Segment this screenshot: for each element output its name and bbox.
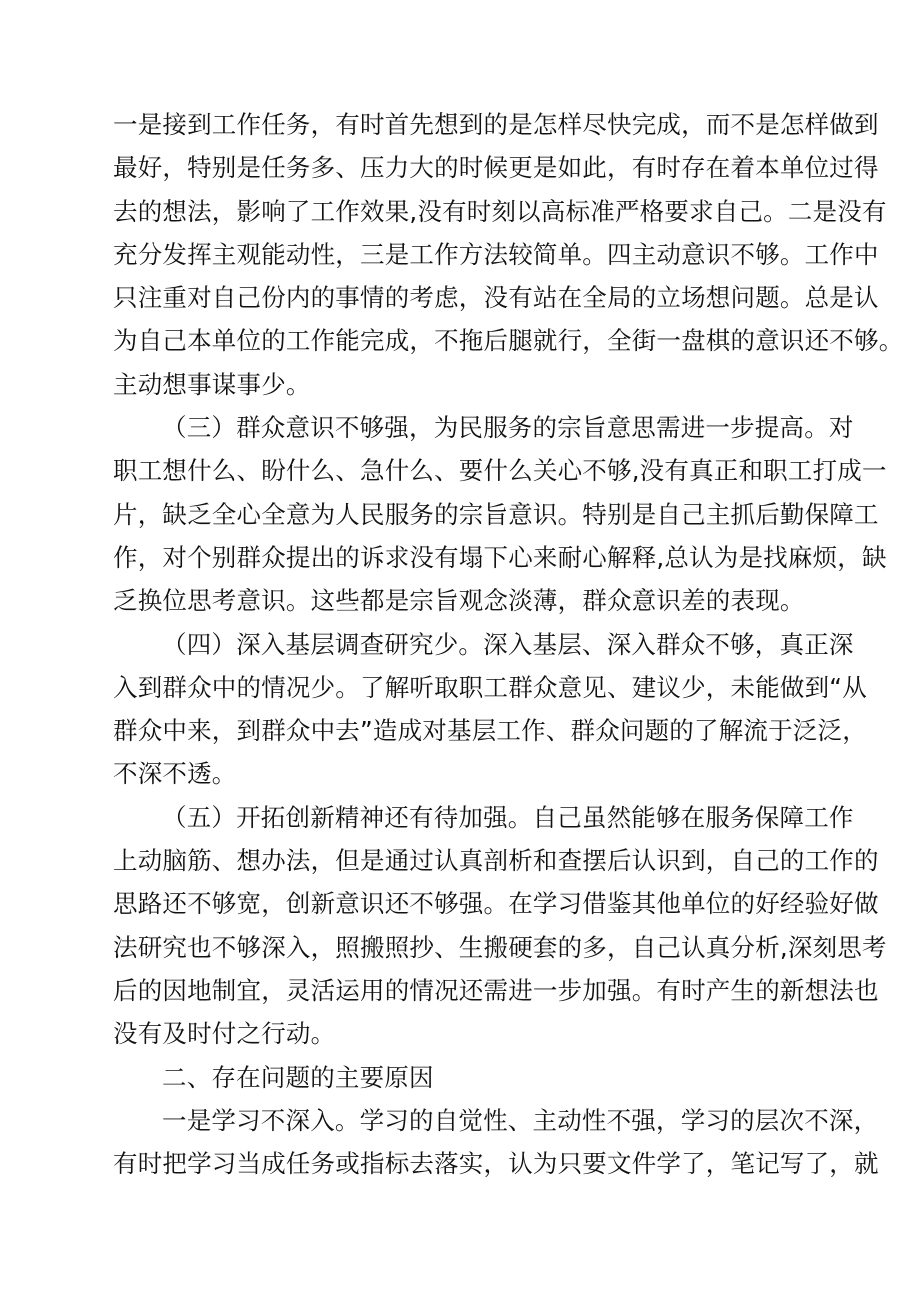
text-line: 充分发挥主观能动性，三是工作方法较简单。四主动意识不够。工作中 [113, 239, 879, 269]
text-line: 去的想法，影响了工作效果,没有时刻以高标准严格要求自己。二是没有 [113, 196, 887, 226]
section-heading: 二、存在问题的主要原因 [162, 1062, 434, 1092]
text-line: 片，缺乏全心全意为人民服务的宗旨意识。特别是自己主抓后勤保障工 [113, 499, 879, 529]
text-line: （四）深入基层调查研究少。深入基层、深入群众不够，真正深 [162, 629, 854, 659]
text-line: 一是接到工作任务，有时首先想到的是怎样尽快完成，而不是怎样做到 [113, 110, 879, 139]
text-line: 作，对个别群众提出的诉求没有塌下心来耐心解释,总认为是找麻烦，缺 [113, 542, 887, 572]
text-line: 为自己本单位的工作能完成，不拖后腿就行，全街一盘棋的意识还不够。 [113, 326, 904, 356]
text-line: 乏换位思考意识。这些都是宗旨观念淡薄，群众意识差的表现。 [113, 586, 805, 616]
text-line: 群众中来，到群众中去”造成对基层工作、群众问题的了解流于泛泛， [113, 716, 867, 746]
document-body [113, 103, 904, 1185]
text-line: 思路还不够宽，创新意识还不够强。在学习借鉴其他单位的好经验好做 [113, 889, 879, 919]
text-line: 职工想什么、盼什么、急什么、要什么关心不够,没有真正和职工打成一 [113, 456, 887, 486]
text-line: 没有及时付之行动。 [113, 1019, 336, 1049]
text-line: 最好，特别是任务多、压力大的时候更是如此，有时存在着本单位过得 [113, 153, 879, 183]
text-line: 只注重对自己份内的事情的考虑，没有站在全局的立场想问题。总是认 [113, 283, 879, 313]
text-line: （五）开拓创新精神还有待加强。自己虽然能够在服务保障工作 [162, 802, 854, 832]
text-line: 入到群众中的情况少。了解听取职工群众意见、建议少，未能做到“从 [113, 672, 867, 702]
text-line: 不深不透。 [113, 759, 237, 789]
text-line: （三）群众意识不够强，为民服务的宗旨意思需进一步提高。对 [162, 413, 854, 443]
text-line: 一是学习不深入。学习的自觉性、主动性不强，学习的层次不深， [162, 1105, 879, 1135]
text-line: 主动想事谋事少。 [113, 369, 311, 399]
text-line: 上动脑筋、想办法，但是通过认真剖析和查摆后认识到，自己的工作的 [113, 846, 879, 876]
text-line: 后的因地制宜，灵活运用的情况还需进一步加强。有时产生的新想法也 [113, 975, 879, 1005]
text-line: 有时把学习当成任务或指标去落实，认为只要文件学了，笔记写了，就 [113, 1149, 879, 1179]
text-line: 法研究也不够深入，照搬照抄、生搬硬套的多，自己认真分析,深刻思考 [113, 932, 887, 962]
